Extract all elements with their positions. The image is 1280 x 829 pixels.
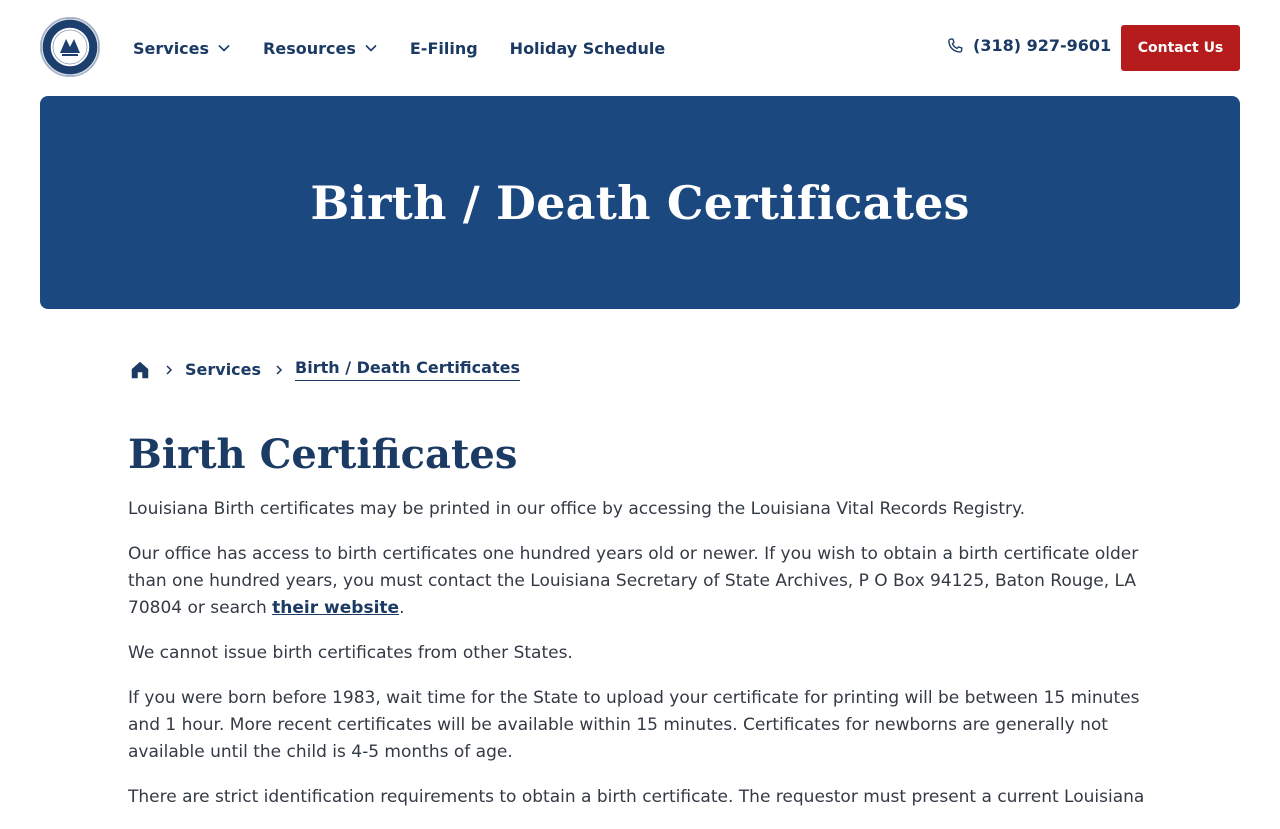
nav-services[interactable] — [133, 39, 231, 58]
contact-us-button[interactable]: Contact Us — [1121, 25, 1240, 71]
their-website-link[interactable]: their website — [272, 598, 400, 618]
chevron-down-icon — [364, 41, 378, 55]
nav-e-filing-label: E-Filing — [409, 38, 478, 58]
phone-number: (318) 927-9601 — [973, 36, 1112, 55]
page-title: Birth / Death Certificates — [310, 175, 970, 230]
phone-icon — [946, 37, 964, 55]
nav-resources-label: Resources — [263, 38, 356, 58]
nav-holiday-schedule[interactable] — [510, 39, 666, 58]
paragraph-3: We cannot issue birth certificates from other States. — [128, 643, 573, 663]
main-nav — [133, 0, 697, 96]
phone-link[interactable] — [946, 36, 1111, 55]
chevron-right-icon — [163, 364, 175, 376]
home-icon[interactable] — [129, 359, 151, 381]
paragraph-2-text: Our office has access to birth certificates one hundred years old or newer. If you wish to obtain a birth certificate older than one hundred years, you must contact the Louisiana Secretary of State Archives, P O Box 94125, Baton Rouge, LA 70804 or search — [128, 544, 1139, 618]
paragraph-4: If you were born before 1983, wait time for the State to upload your certificate for printing will be between 15 minutes and 1 hour. More recent certificates will be available within 15 minutes. Certificates for newborns are generally not available until the child is 4-5 months of age. — [128, 688, 1140, 762]
nav-holiday-schedule-label: Holiday Schedule — [509, 38, 666, 58]
chevron-right-icon — [273, 364, 285, 376]
nav-e-filing[interactable] — [410, 39, 478, 58]
site-header — [0, 0, 1280, 96]
hero-banner — [40, 96, 1240, 309]
main-content — [128, 425, 1152, 829]
paragraph-2 — [128, 541, 1152, 622]
nav-services-label: Services — [133, 38, 210, 58]
clerk-seal-logo[interactable] — [40, 17, 100, 77]
nav-resources[interactable] — [263, 39, 378, 58]
breadcrumb-services[interactable]: Services — [185, 360, 262, 379]
paragraph-1: Louisiana Birth certificates may be printed in our office by accessing the Louisiana Vital Records Registry. — [128, 499, 1026, 519]
paragraph-2-end: . — [399, 598, 405, 618]
seal-icon — [40, 17, 100, 77]
breadcrumb — [129, 358, 520, 381]
paragraph-5: There are strict identification requirements to obtain a birth certificate. The requestor must present a current Louisiana — [128, 787, 1145, 807]
breadcrumb-current[interactable]: Birth / Death Certificates — [295, 358, 520, 381]
chevron-down-icon — [217, 41, 231, 55]
section-heading: Birth Certificates — [128, 431, 518, 478]
